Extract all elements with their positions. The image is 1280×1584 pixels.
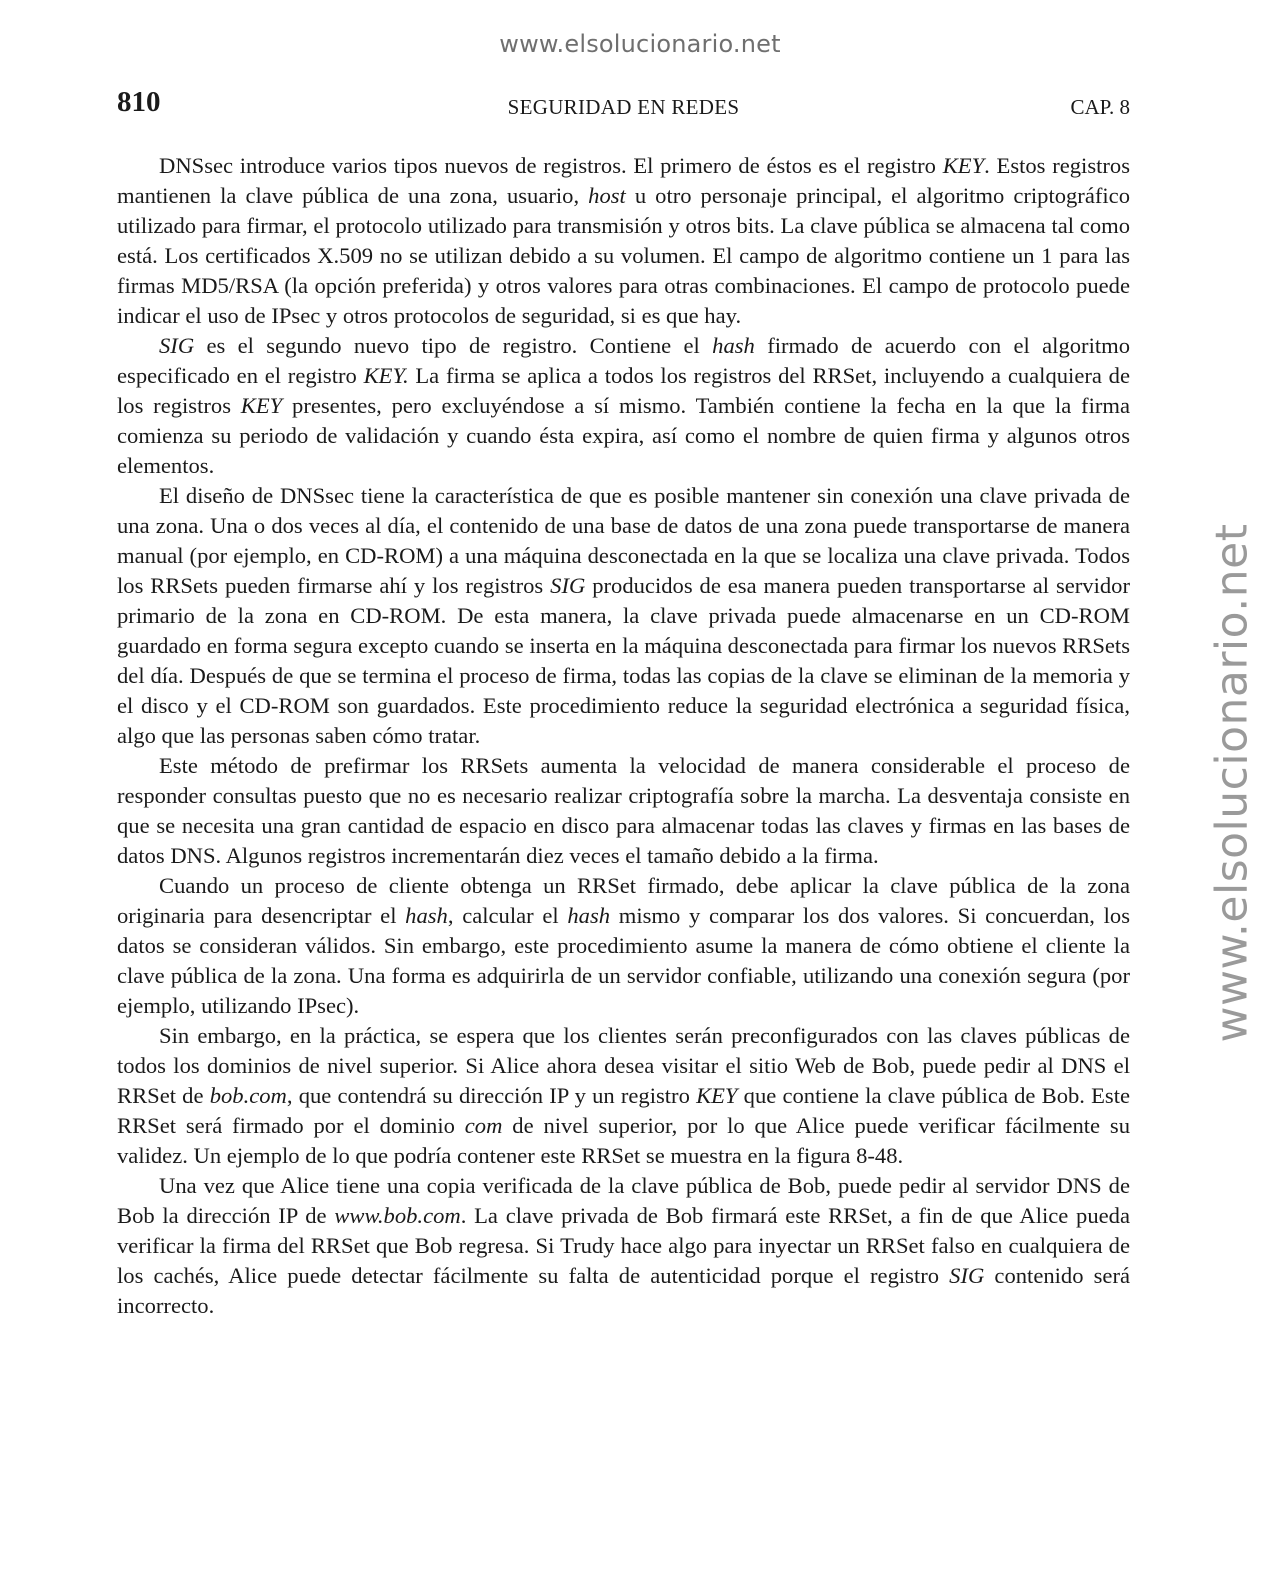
paragraph: Cuando un proceso de cliente obtenga un RRSet firmado, debe aplicar la clave pública de la zona originaria para desencriptar el hash, calcular el hash mismo y comparar los dos valores. Si concuerdan, los datos se consideran válidos. Sin embargo, este procedimiento asume la manera de cómo obtiene el cliente la clave pública de la zona. Una forma es adquirirla de un servidor confiable, utilizando una conexión segura (por ejemplo, utilizando IPsec).	[117, 873, 1130, 1018]
chapter-label: CAP. 8	[1070, 95, 1130, 119]
running-title: SEGURIDAD EN REDES	[507, 95, 740, 119]
paragraph: SIG es el segundo nuevo tipo de registro. Contiene el hash firmado de acuerdo con el algoritmo especificado en el registro KEY. La firma se aplica a todos los registros del RRSet, incluyendo a cualquiera de los registros KEY presentes, pero excluyéndose a sí mismo. También contiene la fecha en la que la firma comienza su periodo de validación y cuando ésta expira, así como el nombre de quien firma y algunos otros elementos.	[117, 333, 1130, 478]
watermark-side: www.elsolucionario.net	[1206, 523, 1258, 1043]
paragraph: DNSsec introduce varios tipos nuevos de registros. El primero de éstos es el registro KEY. Estos registros mantienen la clave pública de una zona, usuario, host u otro personaje principal, el algoritmo criptográfico utilizado para firmar, el protocolo utilizado para transmisión y otros bits. La clave pública se almacena tal como está. Los certificados X.509 no se utilizan debido a su volumen. El campo de algoritmo contiene un 1 para las firmas MD5/RSA (la opción preferida) y otros valores para otras combinaciones. El campo de protocolo puede indicar el uso de IPsec y otros protocolos de seguridad, si es que hay.	[117, 153, 1131, 328]
paragraph: El diseño de DNSsec tiene la característica de que es posible mantener sin conexión una clave privada de una zona. Una o dos veces al día, el contenido de una base de datos de una zona puede transportarse de manera manual (por ejemplo, en CD-ROM) a una máquina desconectada en la que se localiza una clave privada. Todos los RRSets pueden firmarse ahí y los registros SIG producidos de esa manera pueden transportarse al servidor primario de la zona en CD-ROM. De esta manera, la clave privada puede almacenarse en un CD-ROM guardado en forma segura excepto cuando se inserta en la máquina desconectada para firmar los nuevos RRSets del día. Después de que se termina el proceso de firma, todas las copias de la clave se eliminan de la memoria y el disco y el CD-ROM son guardados. Este procedimiento reduce la seguridad electrónica a seguridad física, algo que las personas saben cómo tratar.	[117, 483, 1130, 748]
paragraph: Una vez que Alice tiene una copia verificada de la clave pública de Bob, puede pedir al servidor DNS de Bob la dirección IP de www.bob.com. La clave privada de Bob firmará este RRSet, a fin de que Alice pueda verificar la firma del RRSet que Bob regresa. Si Trudy hace algo para inyectar un RRSet falso en cualquiera de los cachés, Alice puede detectar fácilmente su falta de autenticidad porque el registro SIG contenido será incorrecto.	[117, 1173, 1131, 1318]
paragraph: Sin embargo, en la práctica, se espera que los clientes serán preconfigurados con las claves públicas de todos los dominios de nivel superior. Si Alice ahora desea visitar el sitio Web de Bob, puede pedir al DNS el RRSet de bob.com, que contendrá su dirección IP y un registro KEY que contiene la clave pública de Bob. Este RRSet será firmado por el dominio com de nivel superior, por lo que Alice puede verificar fácilmente su validez. Un ejemplo de lo que podría contener este RRSet se muestra en la figura 8-48.	[117, 1023, 1131, 1168]
body-text	[117, 151, 1130, 1321]
paragraph: Este método de prefirmar los RRSets aumenta la velocidad de manera considerable el proceso de responder consultas puesto que no es necesario realizar criptografía sobre la marcha. La desventaja consiste en que se necesita una gran cantidad de espacio en disco para almacenar todas las claves y firmas en las bases de datos DNS. Algunos registros incrementarán diez veces el tamaño debido a la firma.	[117, 753, 1130, 868]
page-header	[117, 86, 1130, 122]
page-number: 810	[117, 86, 161, 118]
watermark-top: www.elsolucionario.net	[499, 30, 781, 58]
